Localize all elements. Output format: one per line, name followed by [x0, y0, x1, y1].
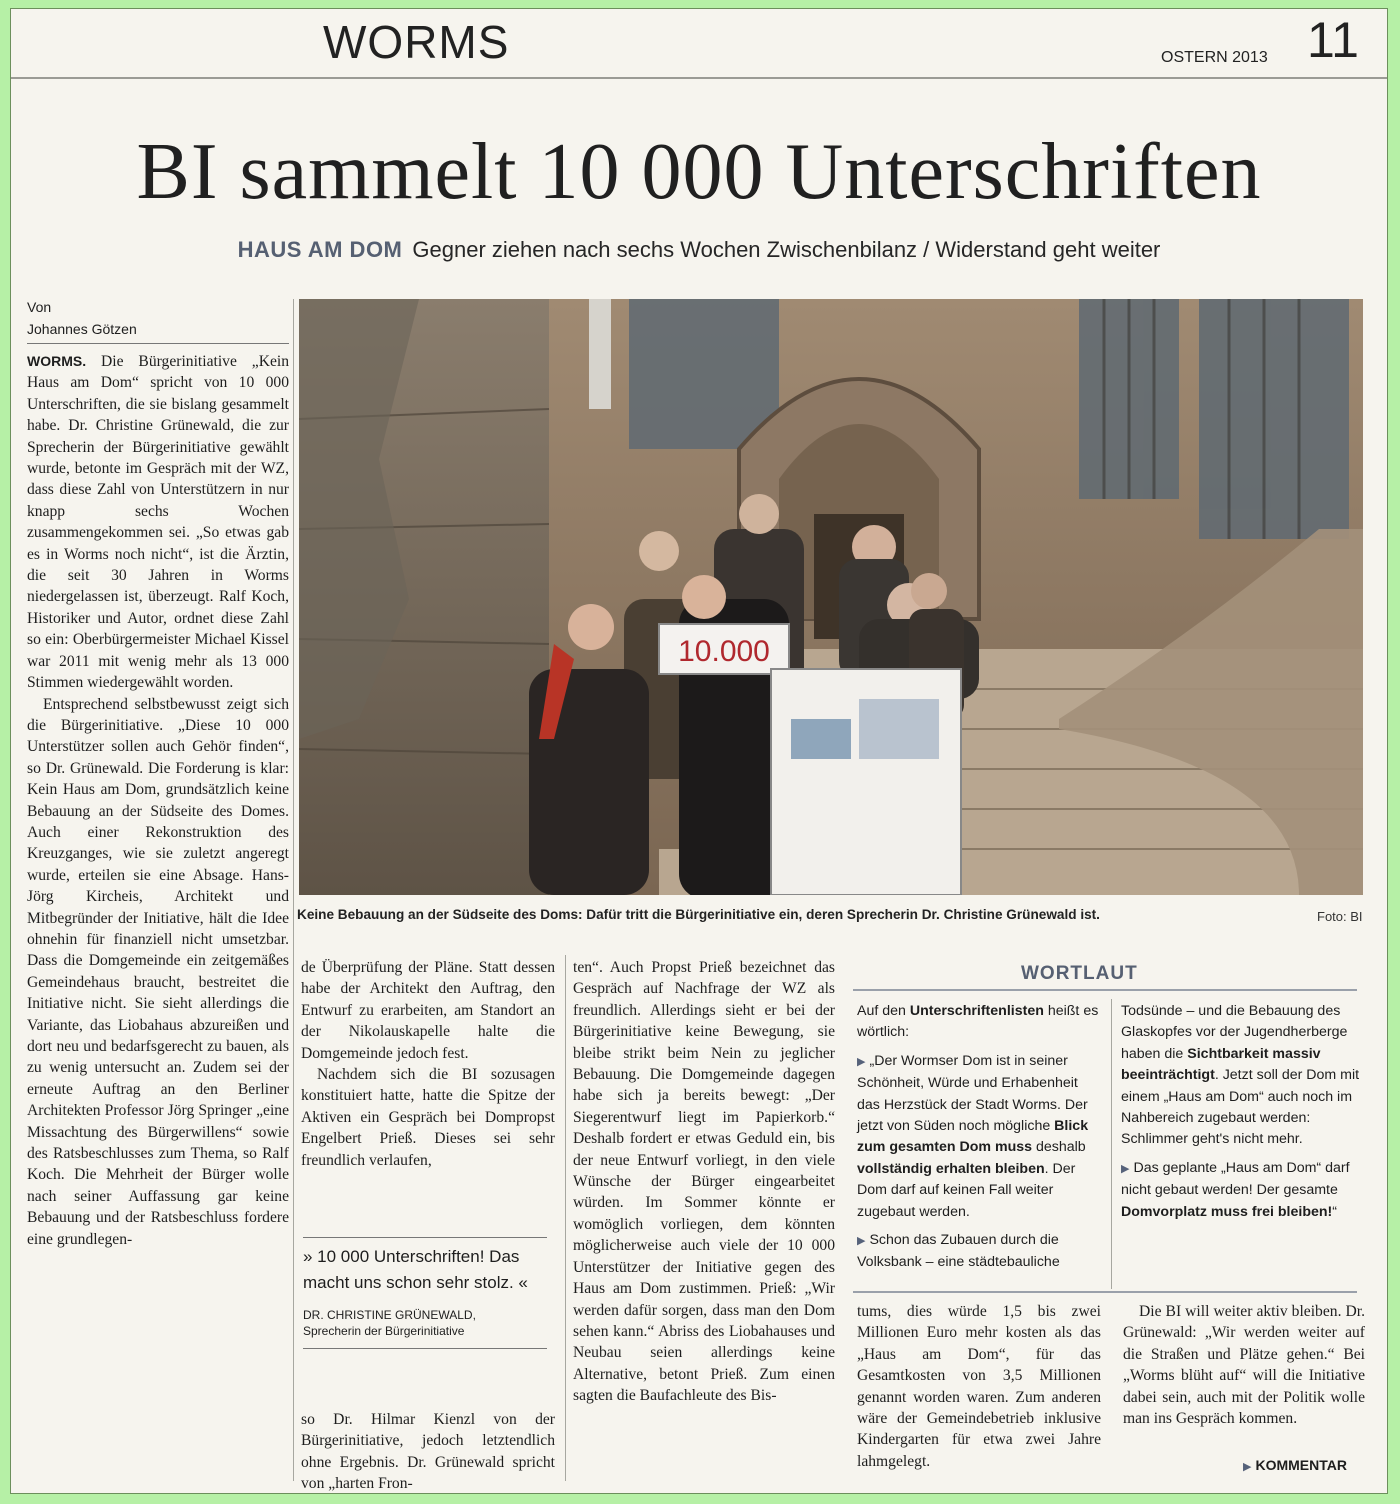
photo-illustration: [299, 299, 1363, 895]
article-column-1: [27, 351, 289, 1481]
quote-rule-top: [303, 1237, 547, 1238]
article-photo: [299, 299, 1363, 895]
subhead: [11, 237, 1387, 263]
wortlaut-q1d: vollständig erhalten bleiben: [857, 1160, 1045, 1177]
wortlaut-quote-3: [1121, 1001, 1365, 1151]
article-paragraph-8: Die BI will weiter aktiv bleiben. Dr. Grünewald: „Wir werden weiter auf die Straßen und Plätze gehen.“ Bei „Worms blüht auf“ will die Initiative dabei sein, auch mit der Politik wolle man ins Gespräch kommen.: [1123, 1303, 1365, 1428]
wortlaut-q4c: “: [1332, 1203, 1338, 1220]
wortlaut-quote-1: [857, 1051, 1101, 1223]
article-paragraph-1: [27, 351, 289, 694]
subhead-tag: HAUS AM DOM: [237, 237, 403, 262]
photo-credit: Foto: BI: [1317, 909, 1363, 924]
article-paragraph-3: de Überprüfung der Pläne. Statt dessen habe der Architekt den Auftrag, den Entwurf zu erarbeiten, am Standort an der Nikolauskapelle halte die Domgemeinde jedoch fest.: [301, 959, 555, 1062]
wortlaut-q1b: Blick zum gesamten Dom muss: [857, 1118, 1089, 1156]
wortlaut-intro-a: Auf den: [857, 1003, 910, 1019]
wortlaut-q1e: . Der Dom darf auf keinen Fall weiter zugebaut werden.: [857, 1160, 1076, 1220]
wortlaut-q3a: Todsünde – und die Bebauung des Glaskopfes vor der Jugendherberge haben die: [1121, 1003, 1348, 1062]
wortlaut-intro-c: heißt es wörtlich:: [857, 1003, 1099, 1041]
photo-sign-text: 10.000: [678, 635, 770, 668]
headline: BI sammelt 10 000 Unterschriften: [136, 128, 1262, 216]
wortlaut-rule-bottom: [853, 1291, 1357, 1293]
wortlaut-q3c: . Jetzt soll der Dom mit einem „Haus am Dom“ auch noch im Nahbereich zugebaut werden: Schlimmer geht's nicht mehr.: [1121, 1067, 1360, 1148]
kommentar-label: KOMMENTAR: [1255, 1457, 1347, 1473]
article-paragraph-2: Entsprechend selbstbewusst zeigt sich die Bürgerinitiative. „Diese 10 000 Unterstützer sollen auch Gehör finden“, so Dr. Grünewald. Die Forderung is klar: Kein Haus am Dom, grundsätzlich keine Bebauung an der Südseite des Domes. Auch einer Rekonstruktion des Kreuzganges, wie sie zuletzt angeregt wurde, erteilen sie eine Absage. Hans-Jörg Kircheis, Architekt und Mitbegründer der Initiative, hält die Idee ohnehin für finanziell nicht umsetzbar. Dass die Domgemeinde ein zeitgemäßes Gemeindehaus braucht, bestreitet die Initiative nicht. Sie sieht allerdings die Variante, das Liobahaus abzureißen und dort neu und bedarfsgerecht zu bauen, als zu wenig untersucht an. Zudem sei der erneute Auftrag an den Berliner Architekten Professor Jörg Springer „eine Missachtung des Bürgerwillens“ sowie des Ratsbeschlusses zum Thema, so Ralf Koch. Die Mehrheit der Bürger wolle nach seiner Auffassung gar keine Bebauung und der Ratsbeschluss fordere eine grundlegen-: [27, 695, 289, 1248]
column-divider-2: [565, 955, 566, 1481]
wortlaut-rule: [853, 989, 1357, 991]
byline-von: Von: [27, 299, 52, 315]
pull-quote: [303, 1237, 553, 1349]
column-divider-1: [293, 299, 294, 1481]
wortlaut-quote-4: [1121, 1158, 1365, 1223]
wortlaut-q2: Schon das Zubauen durch die Volksbank – eine städtebauliche: [857, 1232, 1060, 1271]
article-column-5: [1123, 1301, 1365, 1429]
newspaper-page: [10, 8, 1388, 1494]
arrow-icon: ▶: [1243, 1461, 1252, 1473]
arrow-icon: ▶: [1121, 1162, 1130, 1175]
wortlaut-intro: [857, 1001, 1101, 1044]
wortlaut-q4b: Domvorplatz muss frei bleiben!: [1121, 1203, 1333, 1220]
byline-author: Johannes Götzen: [27, 321, 137, 337]
wortlaut-column-2: [1121, 1001, 1365, 1230]
article-text-1: Die Bürgerinitiative „Kein Haus am Dom“ spricht von 10 000 Unterschriften, die sie bislang gesammelt habe. Dr. Christine Grünewald, die zur Sprecherin der Bürgerinitiative gewählt wurde, betonte im Gespräch mit der WZ, dass diese Zahl von Unterstützern in nur knapp sechs Wochen zusammengekommen sei. „So etwas gab es in Worms noch nicht“, ist die Ärztin, die seit 30 Jahren in Worms niedergelassen ist, überzeugt. Ralf Koch, Historiker und Autor, ordnet diese Zahl so ein: Oberbürgermeister Michael Kissel war 2011 mit wenig mehr als 13 000 Stimmen wiedergewählt worden.: [27, 353, 290, 692]
article-paragraph-4: Nachdem sich die BI sozusagen konstituiert hatte, hatte die Spitze der Aktiven ein Gespräch bei Dompropst Engelbert Prieß. Dieses sei sehr freundlich verlaufen,: [301, 1066, 555, 1169]
article-column-2: [301, 957, 555, 1171]
wortlaut-q1c: deshalb: [1032, 1139, 1086, 1156]
masthead-rule: [11, 77, 1387, 79]
article-paragraph-7: tums, dies würde 1,5 bis zwei Millionen Euro mehr kosten als das „Haus am Dom“, für das Gesamtkosten von 3,5 Millionen genannt worden waren. Zum anderen wäre der Gemeindebetrieb inklusive Kindergarten für etwa zwei Jahre lahmgelegt.: [857, 1303, 1101, 1470]
photo-caption: Keine Bebauung an der Südseite des Doms: Dafür tritt die Bürgerinitiative ein, deren Sprecherin Dr. Christine Grünewald ist.: [297, 907, 1100, 922]
arrow-icon: ▶: [857, 1055, 866, 1068]
article-column-4: [857, 1301, 1101, 1472]
article-column-3: [573, 957, 835, 1407]
quote-role: Sprecherin der Bürgerinitiative: [303, 1324, 465, 1338]
byline-rule: [27, 343, 289, 344]
page-number: 11: [1307, 12, 1359, 68]
kommentar-link[interactable]: [1243, 1457, 1347, 1473]
wortlaut-title: WORTLAUT: [1021, 963, 1138, 984]
subhead-text: Gegner ziehen nach sechs Wochen Zwischenbilanz / Widerstand geht weiter: [412, 237, 1161, 262]
article-paragraph-5: so Dr. Hilmar Kienzl von der Bürgerinitiative, jedoch letztendlich ohne Ergebnis. Dr. Grünewald spricht von „harten Fron-: [301, 1411, 555, 1493]
quote-text: » 10 000 Unterschriften! Das macht uns schon sehr stolz. «: [303, 1247, 528, 1292]
wortlaut-q4a: Das geplante „Haus am Dom“ darf nicht gebaut werden! Der gesamte: [1121, 1159, 1350, 1199]
quote-author: DR. CHRISTINE GRÜNEWALD,: [303, 1308, 476, 1322]
dateline: WORMS.: [27, 353, 87, 369]
quote-rule-bottom: [303, 1348, 547, 1349]
issue-label: OSTERN 2013: [1161, 49, 1268, 66]
wortlaut-column-1: [857, 1001, 1101, 1281]
article-paragraph-6: ten“. Auch Propst Prieß bezeichnet das Gespräch auf Nachfrage der WZ als freundlich. Allerdings sieht er bei der Bürgerinitiative keine Bewegung, sie bleibe strikt beim Nein zu jeglicher Bebauung. Die Domgemeinde dagegen habe sich ja bereits bewegt: „Der Siegerentwurf liegt im Papierkorb.“ Deshalb fordert er etwas Geduld ein, bis der neue Entwurf vorliegt, in den viele Wünsche der Bürger eingearbeitet würden. Im Sommer könnte er womöglich vorliegen, dem könnten möglicherweise auch viele der 10 000 Unterstützer der Initiative gegen des Haus am Dom zustimmen. Prieß: „Wir werden dafür sorgen, dass man den Dom sehen kann.“ Abriss des Liobahauses und Neubau seien allerdings keine Alternative, betont Prieß. Zum einen sagten die Baufachleute des Bis-: [573, 959, 835, 1405]
wortlaut-intro-b: Unterschriftenlisten: [909, 1003, 1044, 1019]
wortlaut-q3b: Sichtbarkeit massiv beeinträchtigt: [1121, 1045, 1321, 1084]
arrow-icon: ▶: [857, 1235, 866, 1248]
wortlaut-quote-2: [857, 1230, 1101, 1274]
column-divider-3: [1111, 999, 1112, 1289]
section-title: WORMS: [323, 16, 510, 68]
wortlaut-q1a: „Der Wormser Dom ist in seiner Schönheit, Würde und Erhabenheit das Herzstück der Stadt Worms. Der jetzt von Süden noch mögliche: [857, 1052, 1088, 1135]
article-column-2-continued: [301, 1409, 555, 1494]
